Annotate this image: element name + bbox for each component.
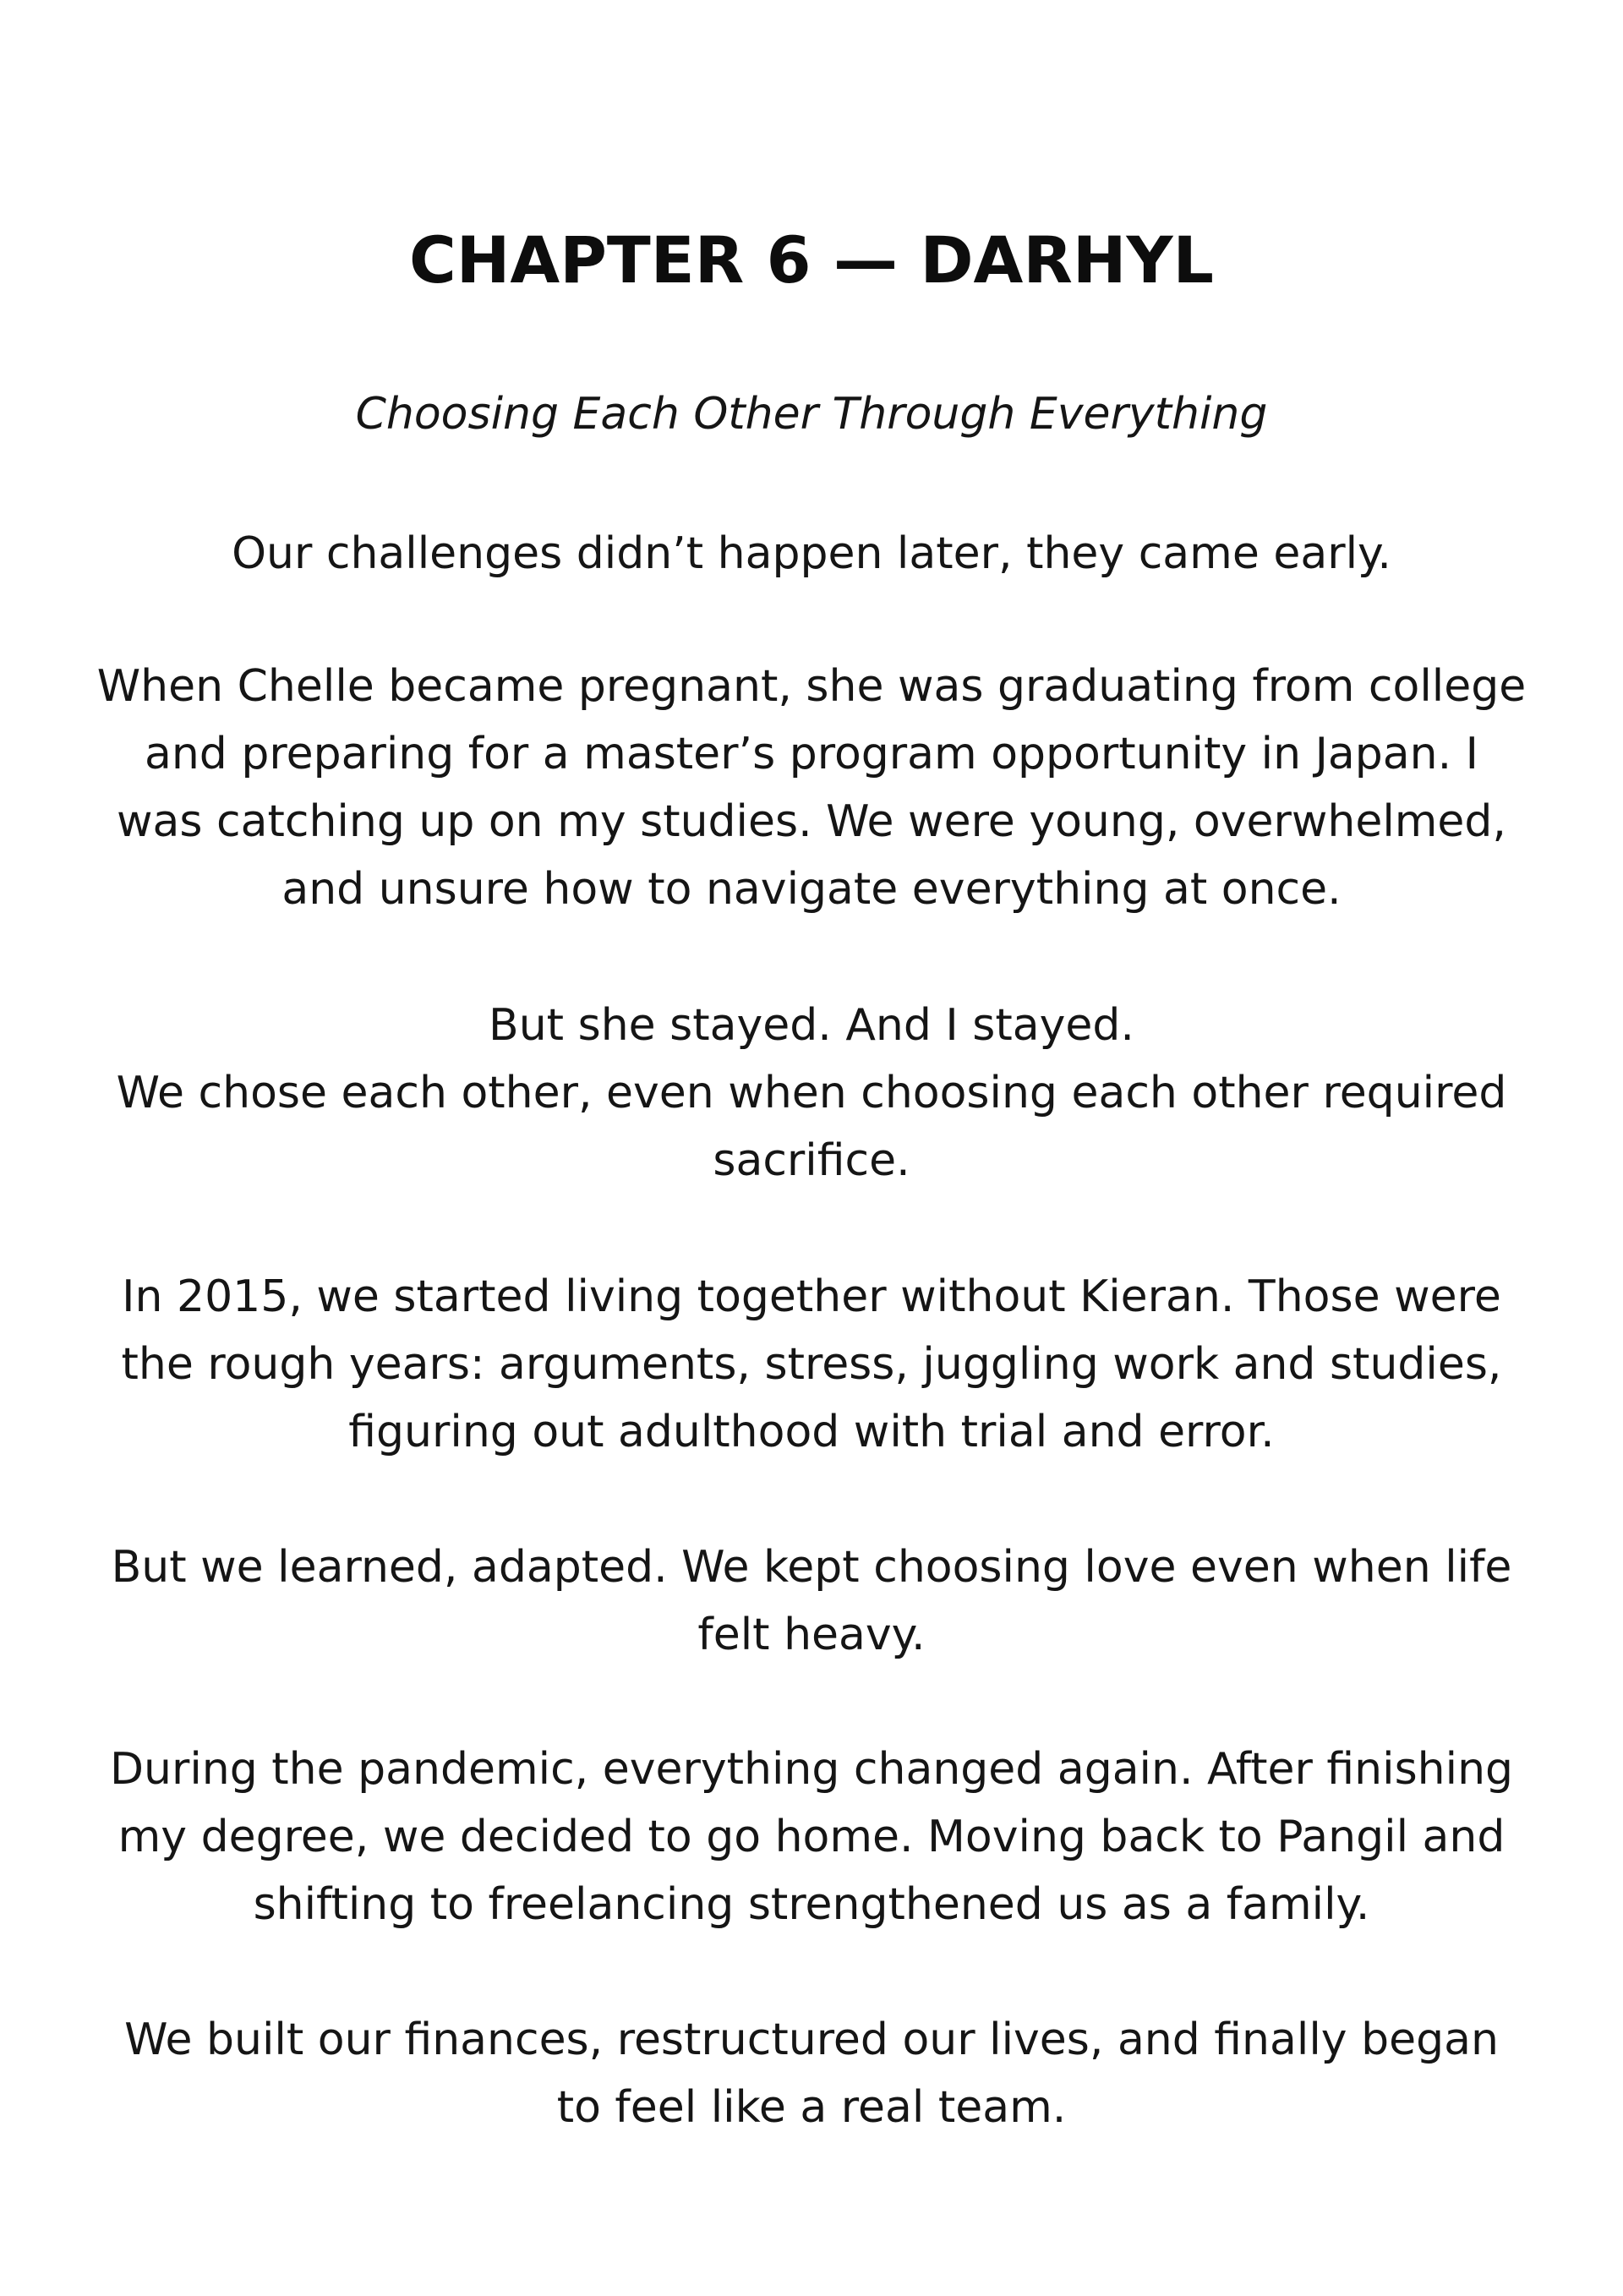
paragraph-line: During the pandemic, everything changed again. After finishing — [109, 1744, 1514, 1795]
paragraph-line: and unsure how to navigate everything at once. — [281, 864, 1342, 915]
chapter-title: CHAPTER 6 — DARHYL — [409, 222, 1214, 298]
paragraph-2 — [51, 653, 1572, 923]
paragraph-4 — [51, 1263, 1572, 1466]
paragraph-line: We built our finances, restructured our lives, and finally began — [124, 2014, 1499, 2065]
paragraph-line: But we learned, adapted. We kept choosing love even when life — [111, 1542, 1512, 1593]
paragraph-line: felt heavy. — [697, 1610, 926, 1660]
paragraph-3 — [51, 992, 1572, 1194]
paragraph-line: When Chelle became pregnant, she was graduating from college — [96, 661, 1527, 712]
paragraph-line: my degree, we decided to go home. Moving back to Pangil and — [117, 1812, 1506, 1862]
paragraph-line: Our challenges didn’t happen later, they came early. — [232, 528, 1391, 579]
paragraph-7 — [51, 2006, 1572, 2141]
chapter-subtitle: Choosing Each Other Through Everything — [355, 389, 1268, 440]
paragraph-line: to feel like a real team. — [556, 2082, 1067, 2133]
paragraph-5 — [51, 1533, 1572, 1669]
paragraph-line: figuring out adulthood with trial and error. — [348, 1407, 1275, 1457]
paragraph-1 — [51, 520, 1572, 588]
paragraph-line: In 2015, we started living together without Kieran. Those were — [122, 1271, 1501, 1322]
paragraph-line: sacrifice. — [713, 1135, 910, 1186]
paragraph-line: was catching up on my studies. We were young, overwhelmed, — [117, 796, 1506, 847]
paragraph-line: shifting to freelancing strengthened us as a family. — [253, 1879, 1370, 1930]
paragraph-line: But she stayed. And I stayed. — [489, 1000, 1134, 1051]
paragraph-line: and preparing for a master’s program opportunity in Japan. I — [144, 729, 1479, 779]
paragraph-line: We chose each other, even when choosing each other required — [116, 1068, 1507, 1118]
paragraph-6 — [51, 1736, 1572, 1938]
paragraph-line: the rough years: arguments, stress, juggling work and studies, — [121, 1339, 1502, 1390]
